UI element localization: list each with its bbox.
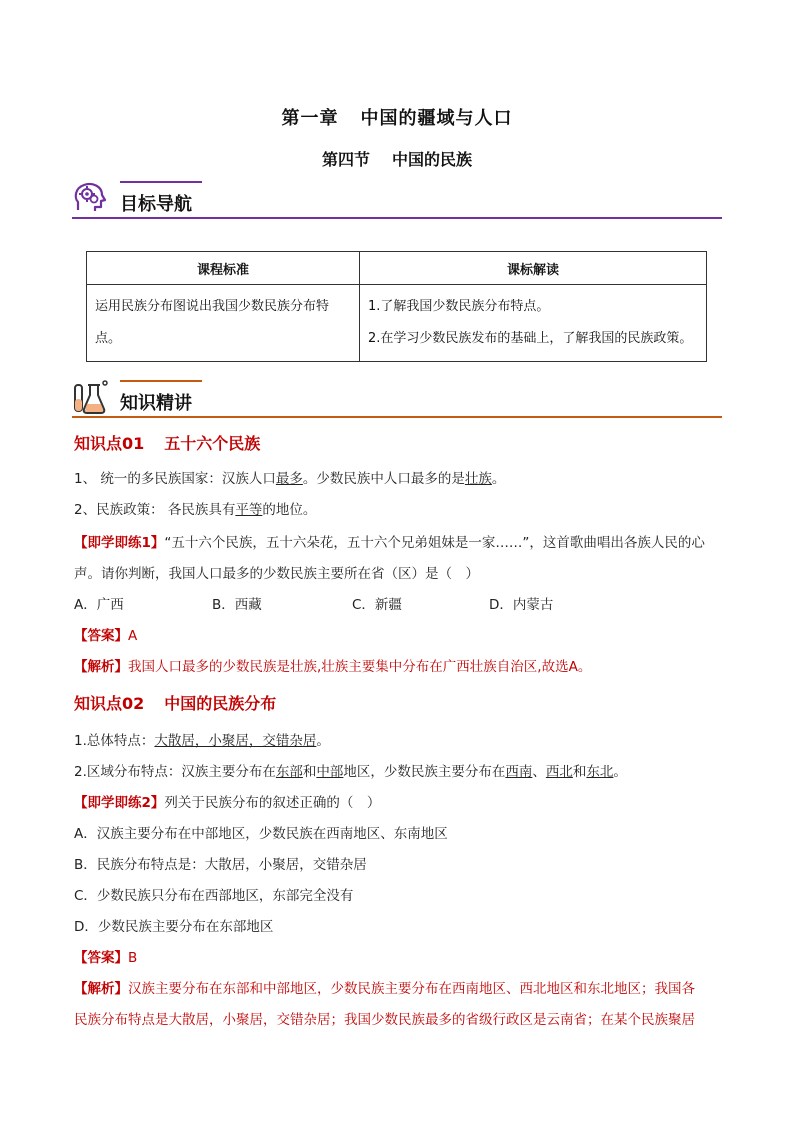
kp1-title: [74, 431, 260, 454]
text: 和: [302, 764, 317, 780]
underlined-term: 平等: [235, 502, 263, 518]
goal-nav-top-rule: [120, 181, 202, 183]
table-cell-standard: [87, 285, 360, 362]
kp1-analysis: [74, 655, 591, 675]
kp2-analysis-cont: 民族分布特点是大散居，小聚居，交错杂居；我国少数民族最多的省级行政区是云南省；在某个民族聚居: [74, 1012, 695, 1028]
text: 2、民族政策： 各民族具有: [74, 502, 236, 518]
interpretation-line: 2.在学习少数民族发布的基础上，了解我国的民族政策。: [368, 331, 693, 346]
option-c: C．少数民族只分布在西部地区，东部完全没有: [74, 888, 354, 904]
option-a: A．汉族主要分布在中部地区，少数民族在西南地区、东南地区: [74, 826, 448, 842]
option-a: A．广西: [74, 597, 124, 613]
option-c: C．新疆: [352, 597, 402, 613]
analysis-tag: 【解析】: [74, 981, 128, 997]
text: 。: [491, 471, 506, 487]
standard-line: 点。: [95, 331, 122, 346]
underlined-term: 东北: [586, 764, 614, 780]
underlined-term: 大散居，小聚居，交错杂居: [154, 733, 317, 749]
kp1-practice-cont: [74, 562, 479, 582]
analysis-text: 我国人口最多的少数民族是壮族,壮族主要集中分布在广西壮族自治区,故选A。: [128, 659, 592, 675]
answer-tag: 【答案】: [74, 950, 128, 966]
answer-value: A: [128, 628, 138, 644]
brain-gears-icon: [72, 180, 108, 216]
option-d: D．内蒙古: [489, 597, 554, 613]
kp1-practice: [74, 531, 705, 551]
kp2-answer: [74, 946, 137, 966]
text: 和: [572, 764, 587, 780]
knowledge-header: [72, 379, 722, 419]
underlined-term: 东部: [275, 764, 303, 780]
goal-nav-label: 目标导航: [120, 194, 192, 215]
knowledge-bottom-rule: [72, 416, 722, 418]
option-b: B．民族分布特点是：大散居，小聚居，交错杂居: [74, 857, 367, 873]
knowledge-label: 知识精讲: [120, 393, 192, 414]
kp2-title: [74, 691, 276, 714]
text: 1.总体特点：: [74, 733, 155, 749]
underlined-term: 壮族: [464, 471, 492, 487]
answer-value: B: [128, 950, 138, 966]
practice-tag: 【即学即练1】: [74, 535, 165, 551]
table-header-standard: 课程标准: [87, 252, 360, 285]
practice-question: 列关于民族分布的叙述正确的（ ）: [164, 795, 381, 811]
knowledge-top-rule: [120, 380, 202, 382]
kp1-name: 五十六个民族: [164, 434, 261, 453]
kp2-number: 知识点02: [74, 694, 145, 713]
analysis-tag: 【解析】: [74, 659, 128, 675]
text: 、: [532, 764, 546, 780]
underlined-term: 最多: [275, 471, 303, 487]
text: 。: [316, 733, 330, 749]
table-header-row: [87, 252, 707, 285]
option-d: D．少数民族主要分布在东部地区: [74, 919, 274, 935]
table-cell-interpretation: [360, 285, 707, 362]
underlined-term: 中部: [316, 764, 344, 780]
standard-line: 运用民族分布图说出我国少数民族分布特: [95, 299, 330, 314]
answer-tag: 【答案】: [74, 628, 128, 644]
text: 2.区域分布特点：汉族主要分布在: [74, 764, 276, 780]
underlined-term: 西南: [505, 764, 533, 780]
practice-tag: 【即学即练2】: [74, 795, 165, 811]
kp1-answer: [74, 624, 137, 644]
practice-question: “五十六个民族，五十六朵花，五十六个兄弟姐妹是一家……”，这首歌曲唱出各族人民的心: [164, 535, 705, 551]
kp1-line1: [74, 467, 505, 487]
chapter-name: 中国的疆域与人口: [360, 108, 513, 129]
goal-nav-bottom-rule: [72, 217, 722, 219]
curriculum-table: [86, 251, 707, 362]
goal-nav-header: [72, 180, 722, 220]
kp2-analysis: [74, 977, 695, 997]
chapter-number: 第一章: [281, 108, 339, 129]
kp1-options: [74, 593, 553, 613]
kp2-practice: [74, 791, 380, 811]
analysis-text: 汉族主要分布在东部和中部地区，少数民族主要分布在西南地区、西北地区和东北地区；我国各: [128, 981, 695, 997]
kp2-line1: [74, 729, 330, 749]
section-number: 第四节: [321, 150, 370, 169]
option-b: B．西藏: [212, 597, 262, 613]
text: 。少数民族中人口最多的是: [302, 471, 465, 487]
interpretation-line: 1.了解我国少数民族分布特点。: [368, 299, 550, 314]
text: 。: [613, 764, 627, 780]
kp2-name: 中国的民族分布: [164, 694, 277, 713]
text: 地区，少数民族主要分布在: [343, 764, 506, 780]
text: 的地位。: [262, 502, 317, 518]
section-title: [0, 147, 794, 170]
text: 1、 统一的多民族国家：汉族人口: [74, 471, 276, 487]
chapter-title: [0, 104, 794, 130]
kp1-line2: [74, 498, 316, 518]
section-name: 中国的民族: [392, 150, 473, 169]
practice-question: 声。请你判断，我国人口最多的少数民族主要所在省（区）是（ ）: [74, 566, 479, 582]
table-header-interpretation: 课标解读: [360, 252, 707, 285]
kp1-number: 知识点01: [74, 434, 145, 453]
table-row: [87, 285, 707, 362]
flask-icon: [72, 379, 108, 415]
kp2-line2: [74, 760, 627, 780]
underlined-term: 西北: [545, 764, 573, 780]
